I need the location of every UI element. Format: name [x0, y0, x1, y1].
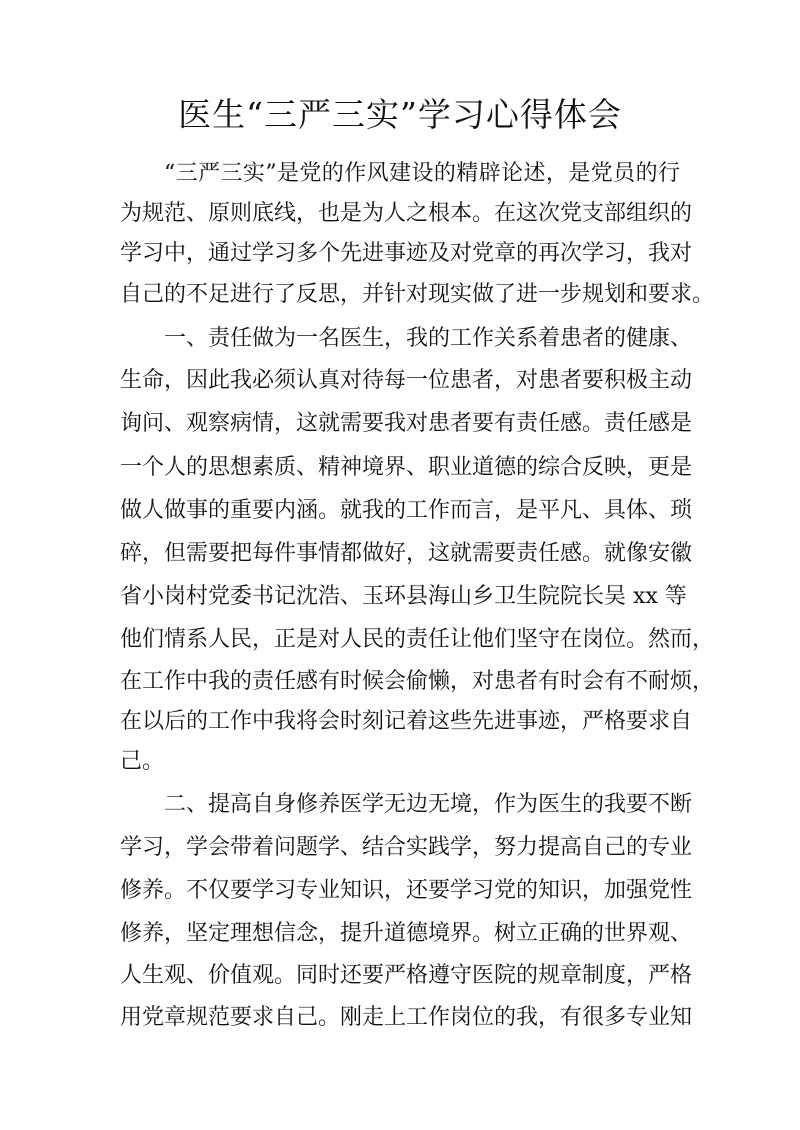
paragraph-3-line-6: 用党章规范要求自己。刚走上工作岗位的我，有很多专业知	[120, 1005, 693, 1030]
paragraph-2-line-10: 在以后的工作中我将会时刻记着这些先进事迹，严格要求自	[120, 709, 693, 734]
paragraph-3-line-5: 人生观、价值观。同时还要严格遵守医院的规章制度，严格	[120, 963, 693, 988]
paragraph-3-line-1: 二、提高自身修养医学无边无境，作为医生的我要不断	[164, 792, 693, 817]
paragraph-3-line-3: 修养。不仅要学习专业知识，还要学习党的知识，加强党性	[120, 878, 693, 903]
paragraph-2-line-5: 做人做事的重要内涵。就我的工作而言，是平凡、具体、琐	[120, 498, 693, 523]
paragraph-2-line-9: 在工作中我的责任感有时候会偷懒，对患者有时会有不耐烦，	[120, 669, 715, 694]
paragraph-2-line-8: 他们情系人民，正是对人民的责任让他们坚守在岗位。然而，	[120, 627, 715, 652]
paragraph-2-line-6: 碎，但需要把每件事情都做好，这就需要责任感。就像安徽	[120, 541, 693, 566]
paragraph-2-line-2: 生命，因此我必须认真对待每一位患者，对患者要积极主动	[120, 368, 693, 393]
paragraph-3-line-4: 修养，坚定理想信念，提升道德境界。树立正确的世界观、	[120, 921, 693, 946]
paragraph-1-line-2: 为规范、原则底线，也是为人之根本。在这次党支部组织的	[120, 201, 693, 226]
paragraph-2-line-3: 询问、观察病情，这就需要我对患者要有责任感。责任感是	[120, 411, 693, 436]
paragraph-2-line-11: 己。	[120, 749, 165, 774]
paragraph-2-line-7: 省小岗村党委书记沈浩、玉环县海山乡卫生院院长吴 xx 等	[120, 584, 687, 609]
paragraph-2-line-4: 一个人的思想素质、精神境界、职业道德的综合反映，更是	[120, 455, 693, 480]
paragraph-1-line-3: 学习中，通过学习多个先进事迹及对党章的再次学习，我对	[120, 241, 693, 266]
paragraph-1-line-4: 自己的不足进行了反思，并针对现实做了进一步规划和要求。	[120, 282, 715, 307]
document-title: 医生“三严三实”学习心得体会	[178, 95, 622, 134]
paragraph-2-line-1: 一、责任做为一名医生，我的工作关系着患者的健康、	[164, 326, 693, 351]
paragraph-1-line-1: “三严三实”是党的作风建设的精辟论述，是党员的行	[164, 161, 680, 186]
paragraph-3-line-2: 学习，学会带着问题学、结合实践学，努力提高自己的专业	[120, 835, 693, 860]
